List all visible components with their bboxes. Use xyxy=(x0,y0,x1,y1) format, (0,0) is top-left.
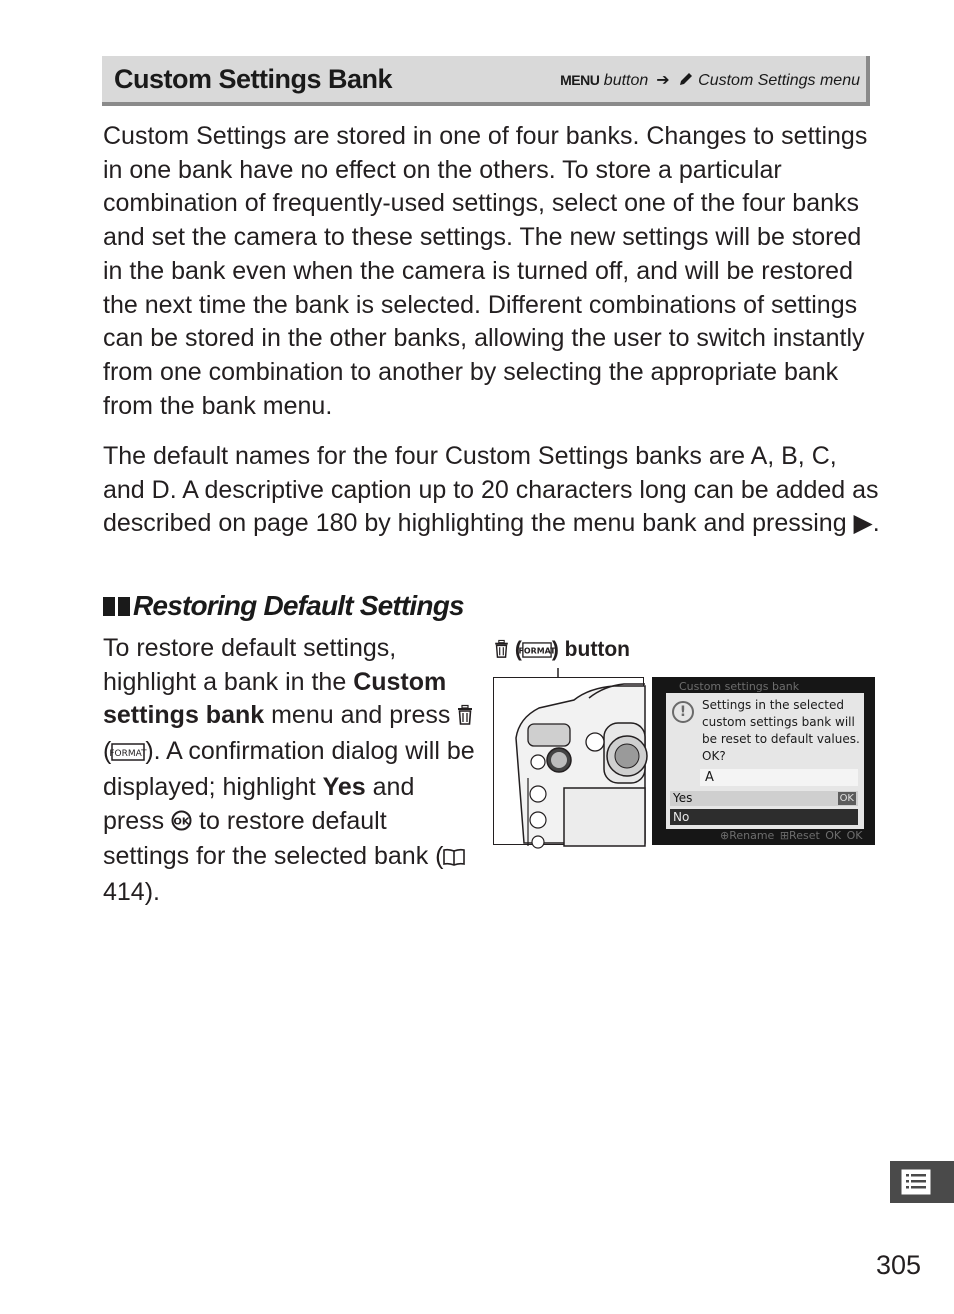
ok-badge: OK xyxy=(839,793,854,804)
confirmation-dialog xyxy=(666,693,864,829)
section-marker-icon xyxy=(103,597,115,616)
restore-text-1: To restore default settings, highlight a bank in the xyxy=(103,634,397,696)
svg-text:FORMAT: FORMAT xyxy=(518,646,556,656)
format-icon xyxy=(111,737,145,771)
menu-navigation-path xyxy=(560,70,860,90)
custom-settings-bank-term: Custom settings bank xyxy=(103,667,447,730)
custom-settings-menu-label: Custom Settings menu xyxy=(698,72,860,89)
svg-text:OK: OK xyxy=(173,816,190,828)
restoring-defaults-heading-text: Restoring Default Settings xyxy=(133,590,464,621)
bank-caption-field: A xyxy=(700,769,858,786)
page-number: 305 xyxy=(876,1250,922,1280)
camera-body-drawing xyxy=(494,678,645,846)
format-icon xyxy=(518,640,556,664)
paren-open: ( xyxy=(509,638,522,661)
ok-button-icon xyxy=(171,807,192,841)
restore-instructions xyxy=(103,632,478,910)
option-yes-label: Yes xyxy=(673,791,693,805)
section-marker-icon xyxy=(118,597,130,616)
option-yes[interactable] xyxy=(670,791,858,806)
warning-icon: ! xyxy=(672,701,694,723)
restore-text-4: and press xyxy=(103,772,415,835)
book-reference-icon xyxy=(443,842,465,876)
arrow-right-icon: ➔ xyxy=(656,72,670,89)
camera-back-illustration xyxy=(493,677,644,845)
dialog-message: Settings in the selected custom settings bank will be reset to default values. OK? xyxy=(702,698,860,763)
screen-menu-title: Custom settings bank xyxy=(679,680,800,693)
screen-footer-hints: ⊕Rename ⊞Reset OK OK xyxy=(720,829,863,842)
intro-paragraph-1: Custom Settings are stored in one of four banks. Changes to settings in one bank have no effect on the others. To store a particular combination of frequently-used settings, select one of the four banks and set the camera to these settings. The new settings will be stored in the bank even when the camera is turned off, and will be restored the next time the bank is selected. Different combinations of settings can be stored in the other banks, allowing the user to switch instantly from one combination to another by selecting the appropriate bank from the bank menu. xyxy=(103,122,868,420)
svg-text:FORMAT: FORMAT xyxy=(109,749,147,760)
option-no[interactable]: No xyxy=(670,809,858,825)
paren-close: ) xyxy=(551,638,559,661)
trash-icon xyxy=(457,701,473,735)
menu-button-label: MENU xyxy=(560,72,600,88)
trash-icon xyxy=(494,640,509,664)
restore-text-2: menu and press xyxy=(264,701,458,730)
restore-text-5: to restore default settings for the selected bank ( xyxy=(103,806,444,871)
menu-list-icon xyxy=(890,1161,954,1203)
intro-paragraph-2 xyxy=(103,440,883,541)
intro-paragraph-2-end: . xyxy=(872,509,880,538)
delete-button-label xyxy=(494,638,630,664)
multi-selector-right-icon: ▶ xyxy=(853,509,873,538)
intro-paragraph-2-text: The default names for the four Custom Settings banks are A, B, C, and D. A descriptive caption up to 20 characters long can be added as described on page 180 by highlighting the menu bank and pressing xyxy=(103,442,879,538)
page-reference: 414 xyxy=(103,877,145,906)
button-word: button xyxy=(603,72,649,89)
restoring-defaults-heading xyxy=(103,590,464,622)
button-word: button xyxy=(564,638,630,661)
restore-text-3: ). A confirmation dialog will be displayed; highlight xyxy=(103,737,475,801)
paren-open: ( xyxy=(103,737,112,766)
restore-text-6: ). xyxy=(144,877,160,906)
pencil-icon xyxy=(678,72,694,89)
section-header-bar xyxy=(102,56,870,106)
camera-monitor-screen xyxy=(652,677,875,845)
section-title: Custom Settings Bank xyxy=(114,64,393,94)
yes-term: Yes xyxy=(322,772,366,801)
